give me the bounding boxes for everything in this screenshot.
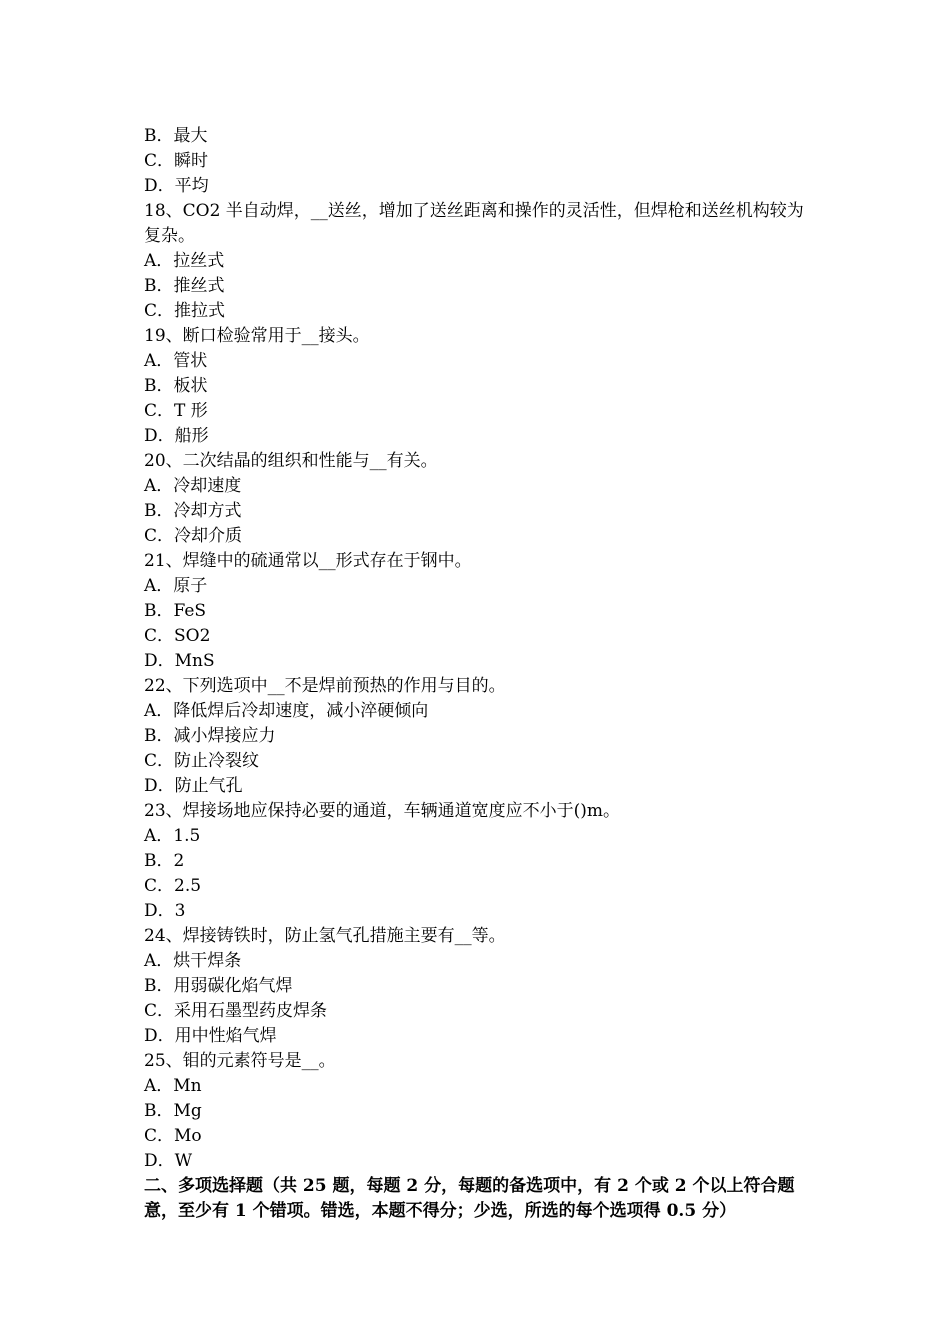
option-line: D．防止气孔 bbox=[144, 776, 243, 796]
option-line: C．冷却介质 bbox=[144, 526, 243, 546]
option-line: A．降低焊后冷却速度，减小淬硬倾向 bbox=[144, 701, 429, 721]
option-line: D．3 bbox=[144, 901, 186, 921]
option-line: B．板状 bbox=[144, 376, 208, 396]
option-line: A．Mn bbox=[144, 1076, 202, 1096]
document-page bbox=[144, 124, 814, 1224]
question-21: 21、焊缝中的硫通常以__形式存在于钢中。 bbox=[144, 551, 472, 571]
question-22: 22、下列选项中__不是焊前预热的作用与目的。 bbox=[144, 676, 506, 696]
option-line: C．采用石墨型药皮焊条 bbox=[144, 1001, 328, 1021]
option-line: B．用弱碳化焰气焊 bbox=[144, 976, 293, 996]
option-line: A．拉丝式 bbox=[144, 251, 225, 271]
question-18: 18、CO2 半自动焊，__送丝，增加了送丝距离和操作的灵活性，但焊枪和送丝机构较为复杂。 bbox=[144, 201, 804, 246]
question-20: 20、二次结晶的组织和性能与__有关。 bbox=[144, 451, 438, 471]
option-line: C．2.5 bbox=[144, 876, 202, 896]
option-line: D．平均 bbox=[144, 176, 209, 196]
option-line: B．Mg bbox=[144, 1101, 202, 1121]
option-line: B．推丝式 bbox=[144, 276, 225, 296]
option-line: C．Mo bbox=[144, 1126, 202, 1146]
option-line: C．SO2 bbox=[144, 626, 211, 646]
option-line: D．W bbox=[144, 1151, 193, 1171]
question-24: 24、焊接铸铁时，防止氢气孔措施主要有__等。 bbox=[144, 926, 506, 946]
question-23: 23、焊接场地应保持必要的通道，车辆通道宽度应不小于()m。 bbox=[144, 801, 621, 821]
option-line: D．MnS bbox=[144, 651, 215, 671]
option-line: D．用中性焰气焊 bbox=[144, 1026, 277, 1046]
option-line: B．冷却方式 bbox=[144, 501, 242, 521]
option-line: A．原子 bbox=[144, 576, 208, 596]
section-heading: 二、多项选择题（共 25 题，每题 2 分，每题的备选项中，有 2 个或 2 个以上符合题意，至少有 1 个错项。错选，本题不得分；少选，所选的每个选项得 0.5 分） bbox=[144, 1176, 795, 1221]
option-line: B．减小焊接应力 bbox=[144, 726, 276, 746]
option-line: C．防止冷裂纹 bbox=[144, 751, 260, 771]
option-line: B．FeS bbox=[144, 601, 207, 621]
option-line: C．瞬时 bbox=[144, 151, 209, 171]
option-line: A．管状 bbox=[144, 351, 208, 371]
option-line: A．烘干焊条 bbox=[144, 951, 242, 971]
question-25: 25、钼的元素符号是__。 bbox=[144, 1051, 336, 1071]
option-line: C．推拉式 bbox=[144, 301, 226, 321]
option-line: C．T 形 bbox=[144, 401, 208, 421]
option-line: A．1.5 bbox=[144, 826, 201, 846]
question-19: 19、断口检验常用于__接头。 bbox=[144, 326, 370, 346]
option-line: D．船形 bbox=[144, 426, 209, 446]
option-line: A．冷却速度 bbox=[144, 476, 242, 496]
option-line: B．最大 bbox=[144, 126, 208, 146]
option-line: B．2 bbox=[144, 851, 185, 871]
